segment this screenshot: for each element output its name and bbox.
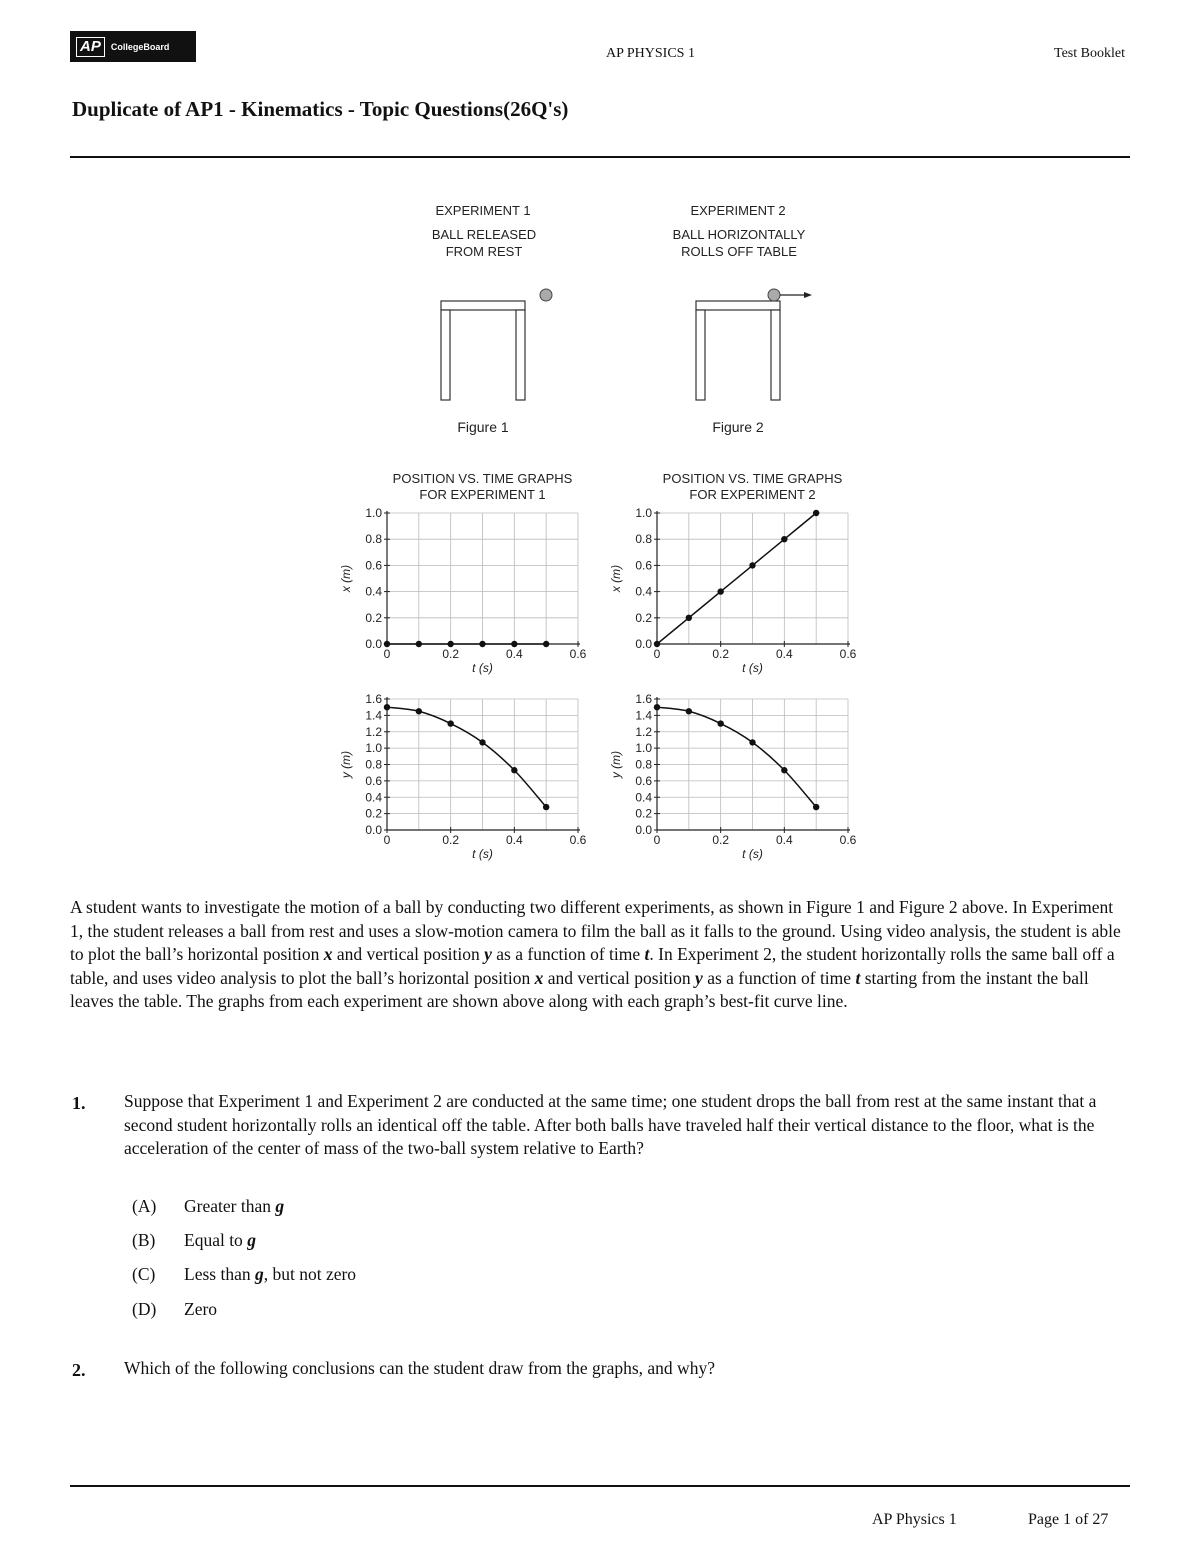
data-point: [543, 641, 549, 647]
choice-text-after: , but not zero: [263, 1264, 357, 1284]
y-tick-label: 0.6: [365, 773, 382, 788]
question-1-text: Suppose that Experiment 1 and Experiment 2 are conducted at the same time; one student drops the ball from rest at the same instant that a second student horizontally rolls an identical off the table. After both balls have traveled half their vertical distance to the floor, what is the acceleration of the center of mass of the two-ball system relative to Earth?: [124, 1091, 1097, 1158]
y-tick-label: 1.2: [635, 724, 652, 739]
x-tick-label: 0.6: [839, 833, 857, 847]
x-tick-label: 0: [383, 647, 391, 661]
data-point: [717, 720, 723, 726]
intro-text: and vertical position: [543, 967, 696, 988]
best-fit-line: [387, 707, 546, 807]
y-tick-label: 0.4: [635, 790, 652, 805]
best-fit-line: [657, 513, 816, 644]
var-t: t: [855, 967, 861, 988]
intro-text: . In Experiment 2, the student horizontally rolls the same ball off a table, and uses video analysis to plot the ball’s horizontal position: [70, 944, 1115, 988]
choice-b[interactable]: [132, 1230, 256, 1251]
chart-title: POSITION VS. TIME GRAPHS: [392, 471, 573, 486]
fig1-caption: Figure 1: [457, 419, 509, 435]
y-tick-label: 0.0: [365, 637, 382, 651]
y-tick-label: 0.8: [635, 757, 652, 772]
choice-label: (A): [132, 1196, 157, 1216]
exp1-heading: EXPERIMENT 1: [435, 203, 531, 218]
exp2-heading: EXPERIMENT 2: [690, 203, 786, 218]
y-tick-label: 0.6: [635, 558, 652, 573]
y-axis-label: x (m): [609, 564, 623, 593]
graph-exp1-y-vs-t: [330, 685, 600, 870]
exp1-line1: BALL RELEASED: [431, 227, 537, 242]
y-tick-label: 0.8: [635, 532, 652, 547]
choice-text: Less than: [184, 1264, 255, 1284]
data-point: [813, 510, 819, 516]
var-x: x: [534, 967, 544, 988]
graph-exp2-x-vs-t: [600, 465, 870, 680]
x-axis-label: t (s): [472, 847, 493, 861]
y-tick-label: 1.4: [635, 708, 652, 723]
exp2-line2: ROLLS OFF TABLE: [681, 244, 797, 259]
x-tick-label: 0: [653, 833, 661, 847]
data-point: [686, 708, 692, 714]
var-y: y: [695, 967, 703, 988]
var-g: g: [254, 1264, 264, 1284]
y-tick-label: 0.6: [365, 558, 382, 573]
x-tick-label: 0.2: [442, 647, 460, 661]
x-axis-label: t (s): [742, 847, 763, 861]
y-tick-label: 1.0: [365, 506, 382, 520]
var-t: t: [644, 944, 650, 964]
choice-text: Equal to: [184, 1230, 248, 1250]
question-1-number: 1.: [72, 1093, 86, 1113]
data-point: [384, 704, 390, 710]
logo-org-name: CollegeBoard: [110, 41, 170, 52]
data-point: [416, 708, 422, 714]
intro-text: A student wants to investigate the motion of a ball by conducting two different experiments, as shown in Figure 1 and Figure 2 above. In Experiment 1, the student releases a ball from rest and uses a slow-motion camera to film the ball as it falls to the ground. Using video analysis, the student is able to plot the ball’s horizontal position: [70, 897, 1121, 964]
data-point: [447, 641, 453, 647]
best-fit-line: [657, 707, 816, 807]
x-tick-label: 0.2: [442, 833, 460, 847]
x-tick-label: 0.2: [712, 833, 730, 847]
y-tick-label: 0.0: [635, 823, 652, 837]
chart-title: FOR EXPERIMENT 1: [419, 487, 546, 502]
footer-page-number: Page 1 of 27: [1028, 1511, 1109, 1528]
question-2-number: 2.: [72, 1360, 86, 1380]
y-tick-label: 1.6: [365, 692, 382, 706]
footer-subject: AP Physics 1: [872, 1511, 957, 1528]
data-point: [654, 704, 660, 710]
footer-divider: [70, 1485, 1130, 1487]
data-point: [511, 641, 517, 647]
chart-title: FOR EXPERIMENT 2: [689, 487, 816, 502]
data-point: [543, 804, 549, 810]
y-tick-label: 0.8: [365, 757, 382, 772]
y-tick-label: 0.4: [365, 584, 382, 599]
intro-text: starting from the instant the ball leaves the table. The graphs from each experiment are shown above along with each graph’s best-fit curve line.: [70, 967, 1089, 1011]
table-2-drawing: [696, 301, 780, 400]
x-tick-label: 0.6: [569, 833, 587, 847]
var-y: y: [484, 944, 492, 964]
y-axis-label: x (m): [339, 564, 353, 593]
x-tick-label: 0.4: [505, 647, 523, 661]
choice-text: Greater than: [184, 1196, 276, 1216]
ball-exp2-icon: [768, 289, 780, 301]
data-point: [749, 739, 755, 745]
y-tick-label: 0.6: [635, 773, 652, 788]
x-tick-label: 0.4: [505, 833, 523, 847]
graph-exp2-y-vs-t: [600, 685, 870, 870]
data-point: [447, 720, 453, 726]
x-axis-label: t (s): [472, 661, 493, 675]
choice-label: (C): [132, 1264, 156, 1284]
intro-text: as a function of time: [491, 944, 645, 964]
data-point: [781, 536, 787, 542]
y-tick-label: 0.2: [635, 610, 652, 625]
y-tick-label: 1.0: [635, 741, 652, 756]
var-g: g: [275, 1196, 285, 1216]
question-2-text: Which of the following conclusions can the student draw from the graphs, and why?: [124, 1358, 715, 1378]
data-point: [384, 641, 390, 647]
choice-d[interactable]: [132, 1299, 217, 1320]
intro-text: and vertical position: [332, 944, 485, 964]
data-point: [511, 767, 517, 773]
x-tick-label: 0.6: [569, 647, 587, 661]
y-tick-label: 0.0: [365, 823, 382, 837]
data-point: [654, 641, 660, 647]
var-x: x: [323, 944, 333, 964]
y-tick-label: 0.2: [365, 806, 382, 821]
y-axis-label: y (m): [609, 750, 623, 779]
x-tick-label: 0.2: [712, 647, 730, 661]
logo-ap-mark: AP: [76, 37, 105, 57]
header-booklet: Test Booklet: [1054, 46, 1125, 61]
intro-paragraph: [70, 896, 1130, 1014]
choice-text: Zero: [184, 1299, 218, 1319]
experiment-figures: [0, 0, 1200, 470]
table-1-drawing: [441, 301, 525, 400]
x-tick-label: 0.4: [775, 833, 793, 847]
chart-title: POSITION VS. TIME GRAPHS: [662, 471, 843, 486]
x-axis-label: t (s): [742, 661, 763, 675]
data-point: [813, 804, 819, 810]
y-tick-label: 0.4: [365, 790, 382, 805]
y-tick-label: 0.2: [635, 806, 652, 821]
document-title: Duplicate of AP1 - Kinematics - Topic Questions(26Q's): [72, 97, 569, 121]
graph-exp1-x-vs-t: [330, 465, 600, 680]
var-g: g: [247, 1230, 256, 1250]
choice-a[interactable]: [132, 1196, 284, 1217]
data-point: [717, 588, 723, 594]
data-point: [416, 641, 422, 647]
x-tick-label: 0.4: [775, 647, 793, 661]
x-tick-label: 0.6: [839, 647, 857, 661]
y-tick-label: 1.4: [365, 708, 382, 723]
data-point: [479, 641, 485, 647]
y-tick-label: 0.4: [635, 584, 652, 599]
velocity-arrow-icon: [780, 292, 812, 298]
y-tick-label: 1.2: [365, 724, 382, 739]
data-point: [479, 739, 485, 745]
data-point: [781, 767, 787, 773]
exp2-line1: BALL HORIZONTALLY: [672, 227, 806, 242]
exp1-line2: FROM REST: [445, 244, 523, 259]
x-tick-label: 0: [653, 647, 661, 661]
y-tick-label: 1.0: [635, 506, 652, 520]
y-tick-label: 0.8: [365, 532, 382, 547]
data-point: [686, 615, 692, 621]
ball-exp1-icon: [540, 289, 552, 301]
choice-label: (B): [132, 1230, 156, 1250]
y-tick-label: 0.0: [635, 637, 652, 651]
data-point: [749, 562, 755, 568]
x-tick-label: 0: [383, 833, 391, 847]
intro-text: as a function of time: [702, 967, 856, 988]
y-tick-label: 1.0: [365, 741, 382, 756]
y-tick-label: 1.6: [635, 692, 652, 706]
header-subject: AP PHYSICS 1: [606, 46, 695, 61]
y-axis-label: y (m): [339, 750, 353, 779]
y-tick-label: 0.2: [365, 610, 382, 625]
choice-label: (D): [132, 1299, 157, 1319]
fig2-caption: Figure 2: [712, 419, 764, 435]
choice-c[interactable]: [132, 1264, 356, 1285]
